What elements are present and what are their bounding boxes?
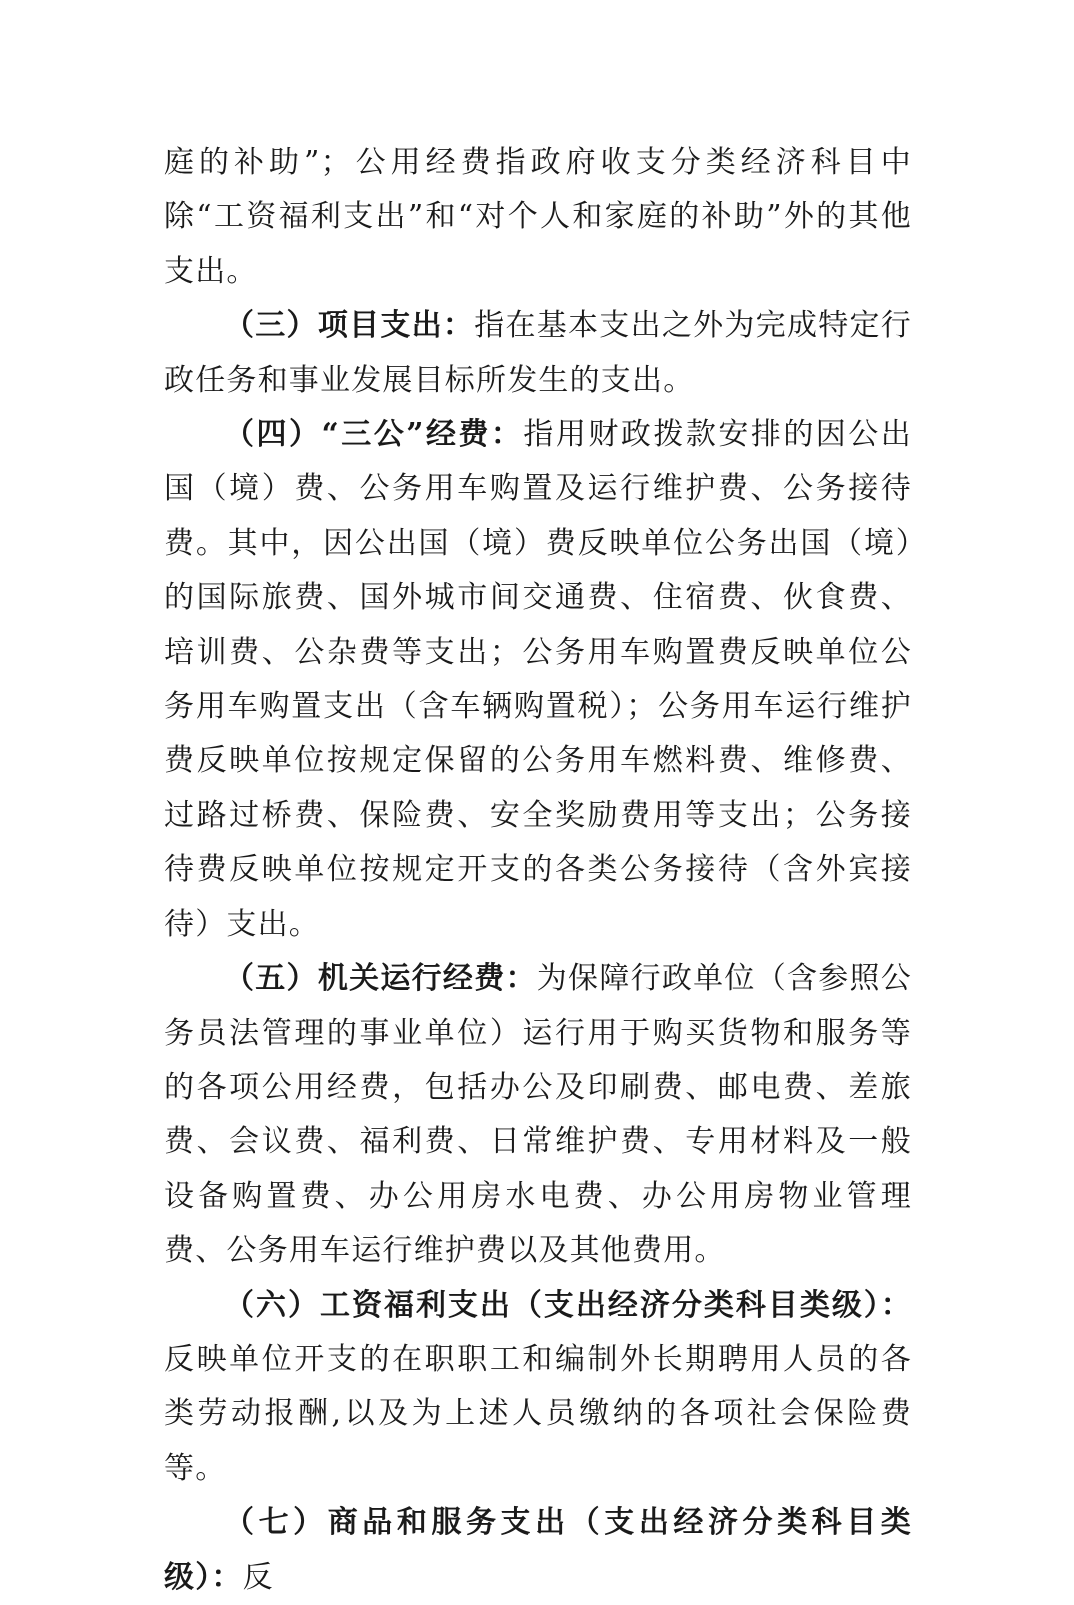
paragraph-text: 庭的补助”；公用经费指政府收支分类经济科目中除“工资福利支出”和“对个人和家庭的补助”外的其他支出。 <box>164 145 912 289</box>
paragraph-wage-welfare-expenditure <box>164 1279 912 1497</box>
paragraph-heading: （六）工资福利支出（支出经济分类科目类级）： <box>224 1287 912 1323</box>
paragraph-heading: （五）机关运行经费： <box>224 961 537 997</box>
document-body <box>164 136 912 1605</box>
paragraph-heading: （四）“三公”经费： <box>224 417 524 453</box>
paragraph-text: 反映单位开支的在职职工和编制外长期聘用人员的各类劳动报酬,以及为上述人员缴纳的各项社会保险费等。 <box>164 1341 912 1486</box>
paragraph-heading: （三）项目支出： <box>224 308 475 344</box>
paragraph-text: 指用财政拨款安排的因公出国（境）费、公务用车购置及运行维护费、公务接待费。其中，因公出国（境）费反映单位公务出国（境）的国际旅费、国外城市间交通费、住宿费、伙食费、培训费、公杂费等支出；公务用车购置费反映单位公务用车购置支出（含车辆购置税）；公务用车运行维护费反映单位按规定保留的公务用车燃料费、维修费、过路过桥费、保险费、安全奖励费用等支出；公务接待费反映单位按规定开支的各类公务接待（含外宾接待）支出。 <box>164 417 912 942</box>
paragraph-text: 为保障行政单位（含参照公务员法管理的事业单位）运行用于购买货物和服务等的各项公用经费，包括办公及印刷费、邮电费、差旅费、会议费、福利费、日常维护费、专用材料及一般设备购置费、办公用房水电费、办公用房物业管理费、公务用车运行维护费以及其他费用。 <box>164 961 913 1269</box>
paragraph-heading: （七）商品和服务支出（支出经济分类科目类级）： <box>164 1505 912 1595</box>
paragraph-three-public-expenses <box>164 408 912 952</box>
paragraph-text: 指在基本支出之外为完成特定行政任务和事业发展目标所发生的支出。 <box>164 308 912 398</box>
paragraph-text: 反 <box>242 1559 274 1595</box>
paragraph-project-expenditure <box>164 299 912 408</box>
paragraph-goods-services-expenditure <box>164 1496 912 1605</box>
paragraph-agency-operating-expenses <box>164 952 912 1278</box>
paragraph-continuation <box>164 136 912 299</box>
